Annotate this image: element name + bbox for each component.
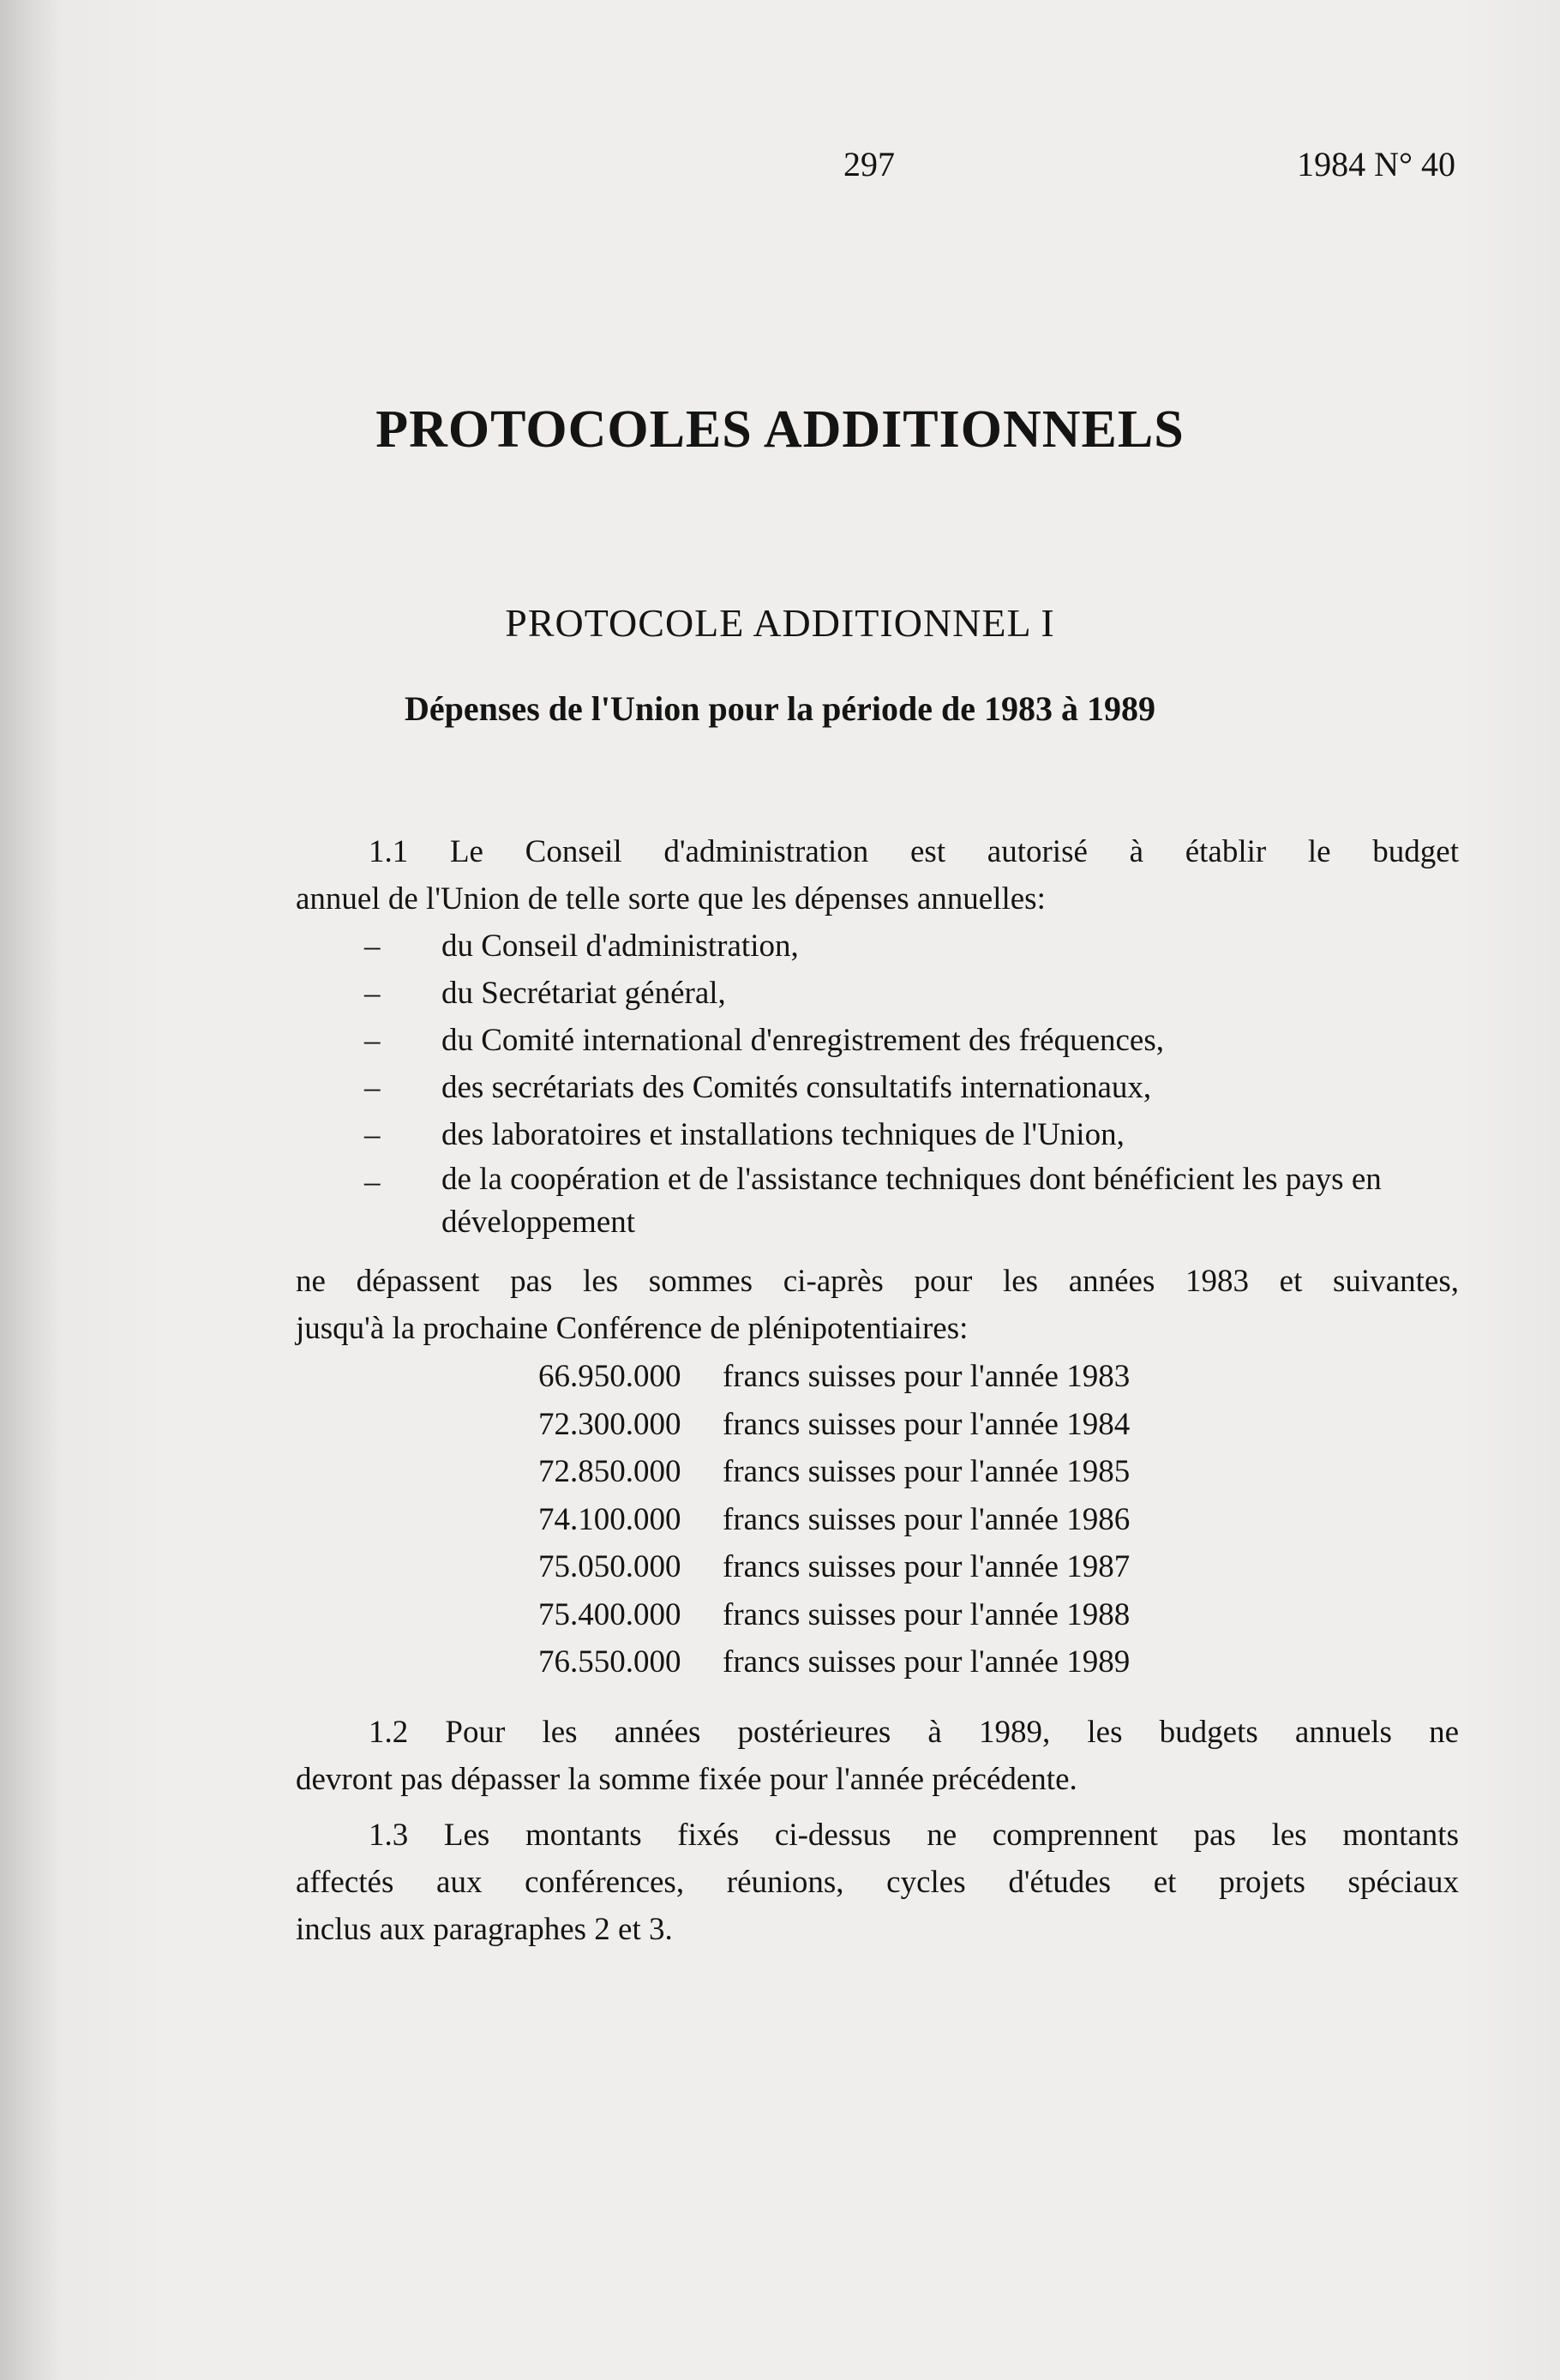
amount-row [538, 1496, 1130, 1544]
paragraph-line: devront pas dépasser la somme fixée pour l'année précédente. [296, 1762, 1077, 1797]
page-header [0, 144, 1560, 204]
amount-value: 74.100.000 [538, 1501, 681, 1537]
paragraph-1-3 [296, 1812, 1459, 1953]
amount-row [538, 1591, 1130, 1639]
paragraph-1-2 [296, 1709, 1459, 1803]
list-item [296, 1064, 1459, 1111]
amount-value: 66.950.000 [538, 1359, 681, 1394]
main-title: PROTOCOLES ADDITIONNELS [375, 400, 1185, 459]
amount-value: 76.550.000 [538, 1644, 681, 1680]
list-item-text: des secrétariats des Comités consultatifs internationaux, [441, 1070, 1152, 1105]
list-dash: – [364, 1164, 381, 1199]
amount-row [538, 1543, 1130, 1591]
amount-value: 75.050.000 [538, 1549, 681, 1584]
list-item [296, 1111, 1459, 1158]
amount-row [538, 1448, 1130, 1496]
amount-row [538, 1353, 1130, 1401]
list-dash: – [364, 976, 381, 1011]
list-item-text: de la coopération et de l'assistance techniques dont bénéficient les pays en développement [441, 1162, 1382, 1240]
list-dash: – [364, 1023, 381, 1058]
amount-value: 72.300.000 [538, 1406, 681, 1442]
section-title: PROTOCOLE ADDITIONNEL I [505, 601, 1055, 645]
paragraph-line: inclus aux paragraphes 2 et 3. [296, 1912, 673, 1947]
paragraph-line: 1.3 Les montants fixés ci-dessus ne comprennent pas les montants [369, 1818, 1459, 1853]
page-binding-shadow [0, 0, 60, 2380]
paragraph-line: annuel de l'Union de telle sorte que les dépenses annuelles: [296, 881, 1046, 917]
amount-label: francs suisses pour l'année 1987 [723, 1549, 1131, 1584]
list-item-text: du Secrétariat général, [441, 976, 726, 1011]
paragraph-line: 1.1 Le Conseil d'administration est autorisé à établir le budget [369, 834, 1459, 869]
list-item-text: du Comité international d'enregistrement des fréquences, [441, 1023, 1164, 1058]
list-item [296, 1017, 1459, 1064]
list-dash: – [364, 1117, 381, 1152]
amount-value: 72.850.000 [538, 1454, 681, 1489]
paragraph-line: ne dépassent pas les sommes ci-après pour les années 1983 et suivantes, [296, 1264, 1459, 1299]
amount-row [538, 1638, 1130, 1686]
list-item [296, 923, 1459, 970]
amount-label: francs suisses pour l'année 1988 [723, 1596, 1131, 1632]
amount-label: francs suisses pour l'année 1989 [723, 1644, 1131, 1680]
paragraph-line: jusqu'à la prochaine Conférence de plénipotentiaires: [296, 1311, 969, 1346]
paragraph-1-1 [296, 828, 1459, 923]
budget-amounts-list [538, 1353, 1130, 1686]
document-reference: 1984 N° 40 [1297, 145, 1455, 183]
paragraph-line: affectés aux conférences, réunions, cycles d'études et projets spéciaux [296, 1865, 1459, 1900]
expense-list [296, 923, 1459, 1244]
list-item [296, 1158, 1459, 1244]
amount-label: francs suisses pour l'année 1983 [723, 1359, 1131, 1394]
list-item-text: du Conseil d'administration, [441, 929, 799, 964]
page-number: 297 [843, 145, 895, 183]
list-item-text: des laboratoires et installations techniques de l'Union, [441, 1117, 1125, 1152]
amount-label: francs suisses pour l'année 1984 [723, 1406, 1131, 1442]
paragraph-continuation [296, 1258, 1459, 1352]
section-subtitle: Dépenses de l'Union pour la période de 1983 à 1989 [405, 689, 1155, 728]
list-dash: – [364, 1070, 381, 1105]
amount-row [538, 1401, 1130, 1449]
amount-label: francs suisses pour l'année 1985 [723, 1454, 1131, 1489]
amount-label: francs suisses pour l'année 1986 [723, 1501, 1131, 1537]
paragraph-line: 1.2 Pour les années postérieures à 1989, les budgets annuels ne [369, 1715, 1459, 1750]
list-item [296, 970, 1459, 1017]
list-dash: – [364, 929, 381, 964]
amount-value: 75.400.000 [538, 1596, 681, 1632]
